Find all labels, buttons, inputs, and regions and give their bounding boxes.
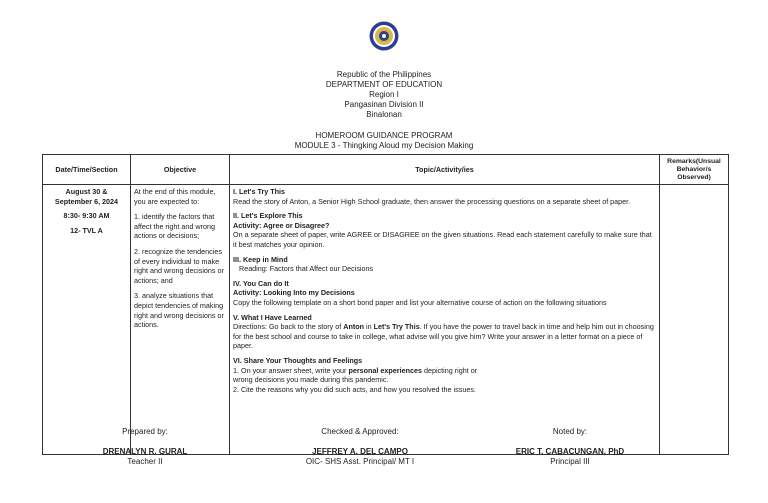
objective-item: 3. analyze situations that depict tendencies of making right and wrong decisions or actions. (134, 291, 224, 330)
section-title: VI. Share Your Thoughts and Feelings (233, 355, 363, 365)
section-title: I. Let's Try This (233, 187, 286, 196)
signatory-title: Teacher II (127, 456, 163, 466)
checked-signatory (285, 447, 435, 466)
noted-label: Noted by: (552, 427, 588, 436)
section-text (233, 322, 656, 351)
bold-span: Anton (343, 322, 365, 332)
activity-title: Activity: Agree or Disagree? (233, 220, 330, 230)
text-span: 1. On your answer sheet, write your (233, 365, 347, 375)
signatory-title: Principal III (550, 456, 590, 466)
objective-intro: At the end of this module, you are expected to: (134, 187, 216, 206)
text-span: Directions: Go back to the story of (233, 322, 342, 332)
section-text: Read the story of Anton, a Senior High School graduate, then answer the processing questions on a separate sheet of paper. (233, 196, 631, 206)
section-lets-try-this (233, 187, 656, 206)
section-text: 12- TVL A (70, 225, 103, 235)
signatory-name: DRENALYN R. GURAL (102, 447, 188, 456)
checked-label: Checked & Approved: (321, 427, 399, 436)
section-text: Copy the following template on a short bond paper and list your alternative course of action on the following situations (233, 297, 607, 307)
section-text: Reading: Factors that Affect our Decisions (239, 264, 374, 274)
activity-title: Activity: Looking Into my Decisions (233, 288, 355, 298)
col-header-objective: Objective (131, 155, 230, 185)
section-title: IV. You Can do It (233, 278, 289, 288)
time-text: 8:30- 9:30 AM (63, 211, 110, 221)
table-header-row (43, 155, 729, 185)
section-title: V. What I Have Learned (233, 312, 312, 322)
section-keep-in-mind (233, 255, 656, 274)
section-what-i-have-learned (233, 313, 656, 351)
signatory-name: JEFFREY A. DEL CAMPO (312, 447, 408, 456)
objective-item: 2. recognize the tendencies of every individual to make right and wrong decisions or actions; and (134, 246, 224, 285)
municipality-line: Binalonan (366, 110, 402, 119)
signatory-name: ERIC T. CABACUNGAN, PhD (515, 447, 625, 456)
bold-span: personal experiences (348, 365, 422, 375)
section-title: III. Keep in Mind (233, 254, 288, 264)
section-text: 2. Cite the reasons why you did such acts, and how you resolved the issues. (233, 384, 476, 394)
bold-span: Let's Try This (373, 322, 420, 332)
noted-signatory (480, 447, 660, 466)
program-title: HOMEROOM GUIDANCE PROGRAM (315, 131, 453, 140)
col-header-remarks: Remarks(Unsual Behavior/s Observed) (660, 155, 729, 185)
region-line: Region I (369, 90, 399, 99)
table-row (43, 185, 729, 455)
text-span: . If you have the power to travel back in time and help him out in choosing for the best school and course to take in college, what advise will you give him? Write your answer in a letter format on a piece of paper. (233, 322, 654, 351)
deped-seal-logo (369, 21, 399, 51)
section-share-your-thoughts (233, 356, 656, 394)
section-lets-explore-this (233, 211, 656, 249)
text-span: in (366, 322, 372, 332)
division-line: Pangasinan Division II (344, 100, 424, 109)
col-header-topic: Topic/Activity/ies (230, 155, 660, 185)
prepared-label: Prepared by: (122, 427, 168, 436)
section-you-can-do-it (233, 279, 656, 308)
module-title: MODULE 3 - Thingking Aloud my Decision Making (294, 141, 474, 150)
republic-line: Republic of the Philippines (336, 70, 432, 79)
section-title: II. Let's Explore This (233, 211, 303, 221)
col-header-date: Date/Time/Section (43, 155, 131, 185)
topic-cell (230, 185, 660, 455)
date-line-2: September 6, 2024 (54, 196, 119, 206)
date-cell (43, 185, 131, 455)
objective-item: 1. identify the factors that affect the right and wrong actions or decisions; (134, 212, 215, 241)
remarks-cell (660, 185, 729, 455)
section-text: On a separate sheet of paper, write AGREE or DISAGREE on the given situations. Read each statement carefully to make sure that it best matches your opinion. (233, 230, 652, 249)
lesson-plan-table (42, 154, 729, 455)
signatory-title: OIC- SHS Asst. Principal/ MT I (305, 456, 415, 466)
section-text: wrong decisions you made during this pandemic. (233, 375, 389, 385)
text-span: depicting right or (423, 365, 478, 375)
section-text (233, 366, 656, 376)
prepared-signatory (60, 447, 230, 466)
department-line: DEPARTMENT OF EDUCATION (325, 80, 443, 89)
objective-cell (131, 185, 230, 455)
date-line-1: August 30 & (65, 187, 108, 196)
